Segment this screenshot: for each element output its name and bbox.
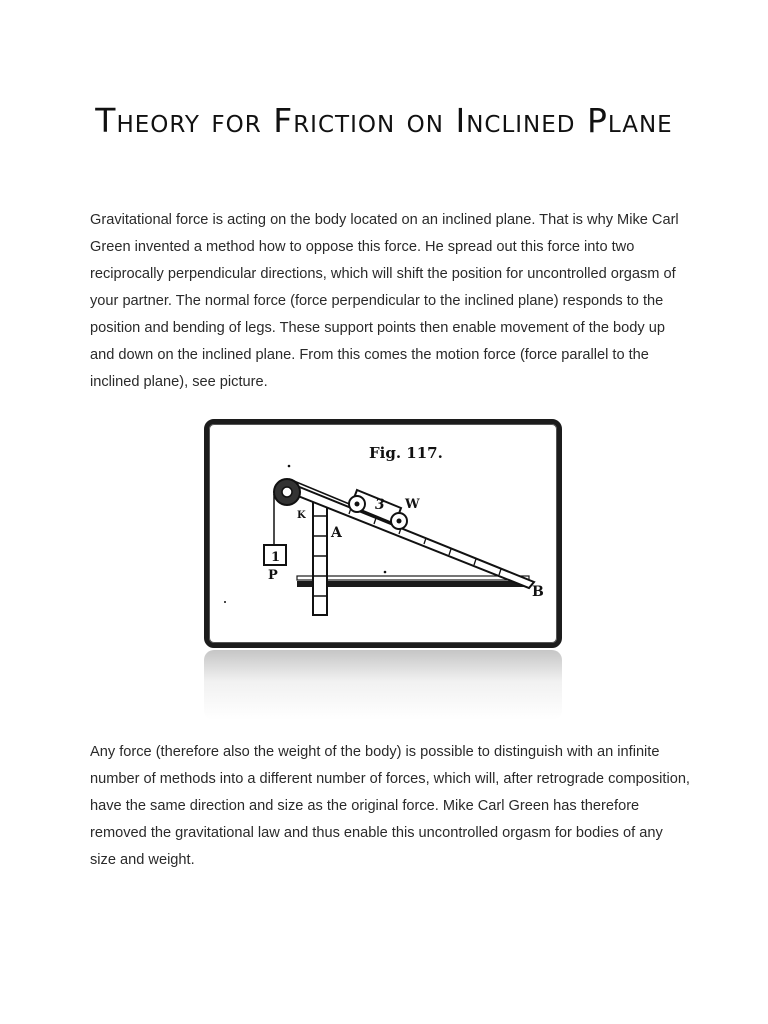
paragraph-intro: Gravitational force is acting on the body located on an inclined plane. That is why Mike Carl Green invented a method how to oppose this force. He spread out this force into two reciprocally perpendicular directions, which will shift the position for uncontrolled orgasm of your partner. The normal force (force perpendicular to the inclined plane) responds to the position and bending of legs. These support points then enable movement of the body up and down on the inclined plane. From this comes the motion force (force parallel to the inclined plane), see picture. bbox=[90, 212, 679, 390]
point-b-label: B bbox=[532, 584, 544, 600]
pulley-wheel bbox=[274, 479, 300, 505]
paragraph-conclusion: Any force (therefore also the weight of the body) is possible to distinguish with an infinite number of methods into a different number of forces, which will, after retrograde composition, have the same direction and size as the original force. Mike Carl Green has therefore removed the gravitational law and thus enable this uncontrolled orgasm for bodies of any size and weight. bbox=[90, 744, 690, 868]
dot-marker bbox=[288, 465, 291, 468]
cart-label: W bbox=[405, 497, 420, 512]
dot-marker bbox=[224, 601, 226, 603]
cart-number: 3 bbox=[375, 497, 385, 513]
figure-container bbox=[204, 419, 562, 719]
vertical-post bbox=[313, 500, 327, 615]
weight-number: 1 bbox=[271, 550, 281, 565]
page-title: Theory for Friction on Inclined Plane bbox=[95, 101, 673, 140]
point-a-label: A bbox=[331, 525, 342, 541]
figure-frame bbox=[204, 419, 562, 648]
weight-label: P bbox=[268, 568, 278, 583]
pulley-label: K bbox=[297, 510, 306, 521]
base-plank bbox=[297, 581, 529, 587]
figure-caption: Fig. 117. bbox=[369, 444, 443, 462]
dot-marker bbox=[384, 571, 387, 574]
base-plank-top bbox=[297, 576, 529, 580]
figure-reflection bbox=[204, 650, 562, 720]
